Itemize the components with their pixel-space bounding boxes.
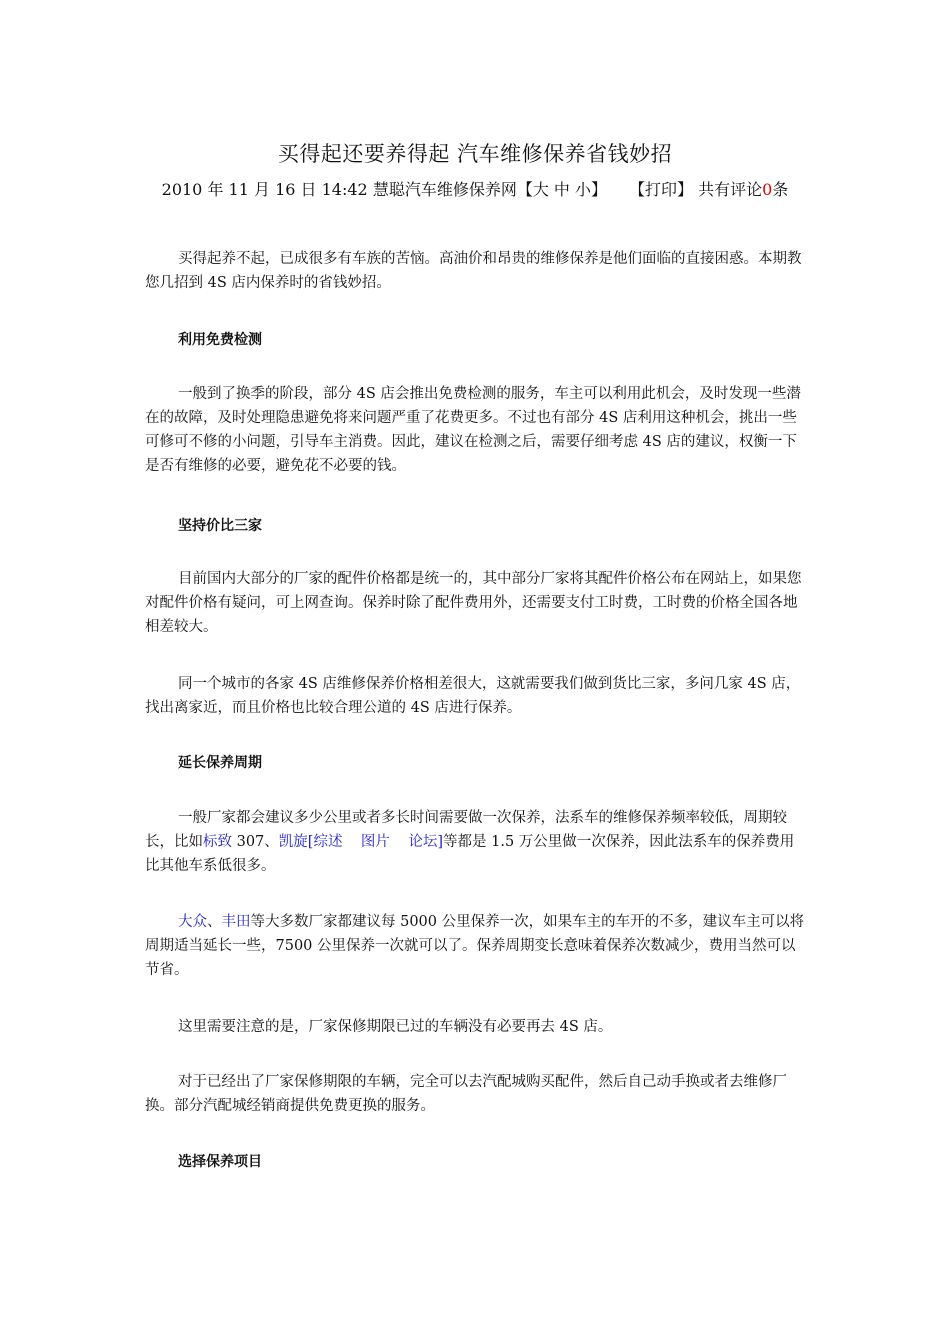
section-choose-items [145,1150,805,1174]
comment-prefix: 共有评论 [698,180,763,199]
section-heading: 选择保养项目 [178,1154,262,1170]
font-size-switcher[interactable]: 【大 中 小】 [516,180,608,199]
text-run: 等都是 1.5 万公里做一次保养，因此法系车的保养费用比其他车系低很多。 [145,834,795,874]
section-extend-cycle-body-4 [145,1070,805,1118]
section-compare-prices-body-2 [145,672,805,720]
paragraph: 一般到了换季的阶段，部分 4S 店会推出免费检测的服务，车主可以利用此机会，及时发现一些潜在的故障，及时处理隐患避免将来问题严重了花费更多。不过也有部分 4S 店利用这种机会，挑出一些可修可不修的小问题，引导车主消费。因此，建议在检测之后，需要仔细考虑 4S 店的建议，权衡一下是否有维修的必要，避免花不必要的钱。 [145,386,801,474]
link-photos[interactable]: 图片 [360,834,390,850]
publish-date: 2010 年 11 月 16 日 14:42 [161,180,368,199]
paragraph: 对于已经出了厂家保修期限的车辆，完全可以去汽配城购买配件，然后自己动手换或者去维修厂换。部分汽配城经销商提供免费更换的服务。 [145,1074,787,1114]
text-run: 等大多数厂家都建议每 5000 公里保养一次，如果车主的车开的不多，建议车主可以将周期适当延长一些，7500 公里保养一次就可以了。保养周期变长意味着保养次数减少，费用当然可以节省。 [145,914,805,978]
section-heading: 利用免费检测 [178,332,262,348]
link-fengtian[interactable]: 丰田 [221,914,251,930]
paragraph [145,806,805,878]
section-free-inspection-body [145,382,805,478]
text-run: 307、 [232,834,279,850]
paragraph: 这里需要注意的是，厂家保修期限已过的车辆没有必要再去 4S 店。 [178,1019,613,1035]
link-biaozhi[interactable]: 标致 [203,834,232,850]
comment-suffix: 条 [772,180,789,199]
intro-block [145,247,805,295]
link-forum[interactable]: 论坛] [408,834,444,850]
article-meta [145,177,805,202]
section-free-inspection [145,328,805,352]
section-extend-cycle-body-2 [145,910,805,982]
print-button[interactable]: 【打印】 [629,180,694,199]
section-compare-prices [145,514,805,538]
text-run: 、 [207,914,222,930]
link-kaixuan[interactable]: 凯旋 [278,834,308,850]
section-compare-prices-body-1 [145,567,805,639]
article-title: 买得起还要养得起 汽车维修保养省钱妙招 [277,142,673,166]
intro-paragraph: 买得起养不起，已成很多有车族的苦恼。高油价和昂贵的维修保养是他们面临的直接困惑。本期教您几招到 4S 店内保养时的省钱妙招。 [145,251,802,291]
section-extend-cycle [145,751,805,775]
text-run: 一般厂家都会建议多少公里或者多长时间需要做一次保养，法系车的维修保养频率较低，周期较长，比如 [145,810,787,850]
section-heading: 延长保养周期 [178,755,262,771]
link-dazhong[interactable]: 大众 [178,914,207,930]
source-link[interactable]: 慧聪汽车维修保养网 [372,180,517,199]
paragraph: 同一个城市的各家 4S 店维修保养价格相差很大，这就需要我们做到货比三家，多问几家 4S 店，找出离家近，而且价格也比较合理公道的 4S 店进行保养。 [145,676,801,716]
paragraph: 目前国内大部分的厂家的配件价格都是统一的，其中部分厂家将其配件价格公布在网站上，如果您对配件价格有疑问，可上网查询。保养时除了配件费用外，还需要支付工时费，工时费的价格全国各地相差较大。 [145,571,802,635]
section-extend-cycle-body-3 [145,1015,805,1039]
paragraph [145,910,805,982]
link-overview[interactable]: [综述 [307,834,343,850]
section-extend-cycle-body-1 [145,806,805,878]
section-heading: 坚持价比三家 [178,518,262,534]
comment-count[interactable]: 0 [762,180,773,199]
